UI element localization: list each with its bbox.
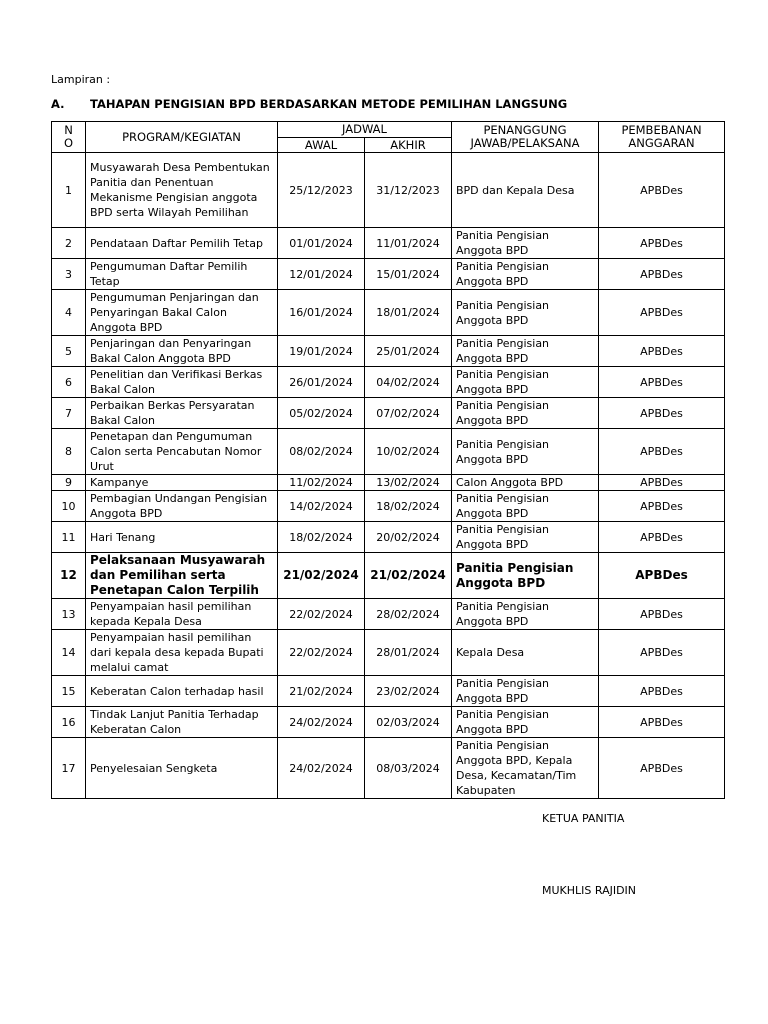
row-anggaran: APBDes [599,522,725,553]
row-no: 6 [52,367,86,398]
header-akhir: AKHIR [365,138,452,153]
schedule-table [51,121,725,799]
row-awal: 14/02/2024 [278,491,365,522]
row-awal: 11/02/2024 [278,475,365,491]
row-no: 10 [52,491,86,522]
row-penanggung: Panitia Pengisian Anggota BPD [452,259,599,290]
row-awal: 22/02/2024 [278,599,365,630]
row-penanggung: Panitia Pengisian Anggota BPD [452,553,599,599]
row-anggaran: APBDes [599,738,725,799]
row-awal: 24/02/2024 [278,738,365,799]
row-akhir: 08/03/2024 [365,738,452,799]
row-penanggung: Panitia Pengisian Anggota BPD, Kepala Desa, Kecamatan/Tim Kabupaten [452,738,599,799]
row-no: 12 [52,553,86,599]
row-akhir: 13/02/2024 [365,475,452,491]
row-awal: 16/01/2024 [278,290,365,336]
row-akhir: 02/03/2024 [365,707,452,738]
row-awal: 08/02/2024 [278,429,365,475]
row-program: Penyampaian hasil pemilihan kepada Kepala Desa [86,599,278,630]
table-row [52,475,725,491]
row-program: Penyampaian hasil pemilihan dari kepala desa kepada Bupati melalui camat [86,630,278,676]
row-akhir: 21/02/2024 [365,553,452,599]
row-program: Penelitian dan Verifikasi Berkas Bakal Calon [86,367,278,398]
row-akhir: 18/02/2024 [365,491,452,522]
table-row [52,522,725,553]
header-pembebanan: PEMBEBANAN ANGGARAN [599,122,725,153]
row-no: 4 [52,290,86,336]
row-anggaran: APBDes [599,707,725,738]
row-program: Keberatan Calon terhadap hasil [86,676,278,707]
table-row [52,630,725,676]
row-penanggung: Panitia Pengisian Anggota BPD [452,676,599,707]
table-row [52,553,725,599]
row-program: Penjaringan dan Penyaringan Bakal Calon Anggota BPD [86,336,278,367]
row-program: Pengumuman Penjaringan dan Penyaringan Bakal Calon Anggota BPD [86,290,278,336]
row-anggaran: APBDes [599,676,725,707]
row-awal: 12/01/2024 [278,259,365,290]
row-program: Penyelesaian Sengketa [86,738,278,799]
header-penanggung: PENANGGUNG JAWAB/PELAKSANA [452,122,599,153]
row-penanggung: Panitia Pengisian Anggota BPD [452,228,599,259]
row-akhir: 25/01/2024 [365,336,452,367]
table-row [52,429,725,475]
table-body [52,153,725,799]
row-penanggung: Panitia Pengisian Anggota BPD [452,290,599,336]
table-row [52,228,725,259]
row-anggaran: APBDes [599,290,725,336]
row-akhir: 23/02/2024 [365,676,452,707]
section-title: TAHAPAN PENGISIAN BPD BERDASARKAN METODE PEMILIHAN LANGSUNG [90,97,568,111]
row-akhir: 28/02/2024 [365,599,452,630]
row-anggaran: APBDes [599,599,725,630]
row-penanggung: BPD dan Kepala Desa [452,153,599,228]
row-no: 2 [52,228,86,259]
row-program: Pelaksanaan Musyawarah dan Pemilihan serta Penetapan Calon Terpilih [86,553,278,599]
row-program: Kampanye [86,475,278,491]
row-anggaran: APBDes [599,491,725,522]
row-penanggung: Panitia Pengisian Anggota BPD [452,336,599,367]
header-program: PROGRAM/KEGIATAN [86,122,278,153]
table-row [52,491,725,522]
row-program: Penetapan dan Pengumuman Calon serta Pencabutan Nomor Urut [86,429,278,475]
row-penanggung: Kepala Desa [452,630,599,676]
table-row [52,738,725,799]
row-no: 1 [52,153,86,228]
row-penanggung: Panitia Pengisian Anggota BPD [452,491,599,522]
row-no: 15 [52,676,86,707]
table-row [52,290,725,336]
table-row [52,153,725,228]
row-awal: 05/02/2024 [278,398,365,429]
row-no: 16 [52,707,86,738]
row-awal: 24/02/2024 [278,707,365,738]
header-no: N O [52,122,86,153]
row-anggaran: APBDes [599,367,725,398]
row-no: 3 [52,259,86,290]
row-anggaran: APBDes [599,475,725,491]
row-anggaran: APBDes [599,336,725,367]
row-awal: 25/12/2023 [278,153,365,228]
row-anggaran: APBDes [599,429,725,475]
row-no: 14 [52,630,86,676]
row-awal: 26/01/2024 [278,367,365,398]
row-program: Tindak Lanjut Panitia Terhadap Keberatan Calon [86,707,278,738]
row-awal: 19/01/2024 [278,336,365,367]
row-no: 11 [52,522,86,553]
row-akhir: 18/01/2024 [365,290,452,336]
table-row [52,398,725,429]
row-akhir: 31/12/2023 [365,153,452,228]
table-row [52,599,725,630]
header-awal: AWAL [278,138,365,153]
table-row [52,259,725,290]
section-number: A. [51,97,65,111]
row-anggaran: APBDes [599,553,725,599]
row-penanggung: Calon Anggota BPD [452,475,599,491]
table-row [52,367,725,398]
row-penanggung: Panitia Pengisian Anggota BPD [452,707,599,738]
header-jadwal: JADWAL [278,122,452,138]
signature-name: MUKHLIS RAJIDIN [542,884,637,897]
row-penanggung: Panitia Pengisian Anggota BPD [452,367,599,398]
row-awal: 18/02/2024 [278,522,365,553]
row-awal: 01/01/2024 [278,228,365,259]
row-anggaran: APBDes [599,259,725,290]
row-akhir: 04/02/2024 [365,367,452,398]
row-no: 17 [52,738,86,799]
row-program: Pendataan Daftar Pemilih Tetap [86,228,278,259]
row-no: 9 [52,475,86,491]
row-akhir: 15/01/2024 [365,259,452,290]
row-anggaran: APBDes [599,228,725,259]
row-akhir: 07/02/2024 [365,398,452,429]
row-program: Musyawarah Desa Pembentukan Panitia dan Penentuan Mekanisme Pengisian anggota BPD serta Wilayah Pemilihan [86,153,278,228]
row-no: 5 [52,336,86,367]
row-anggaran: APBDes [599,630,725,676]
row-no: 8 [52,429,86,475]
row-akhir: 10/02/2024 [365,429,452,475]
row-anggaran: APBDes [599,398,725,429]
table-row [52,336,725,367]
row-akhir: 20/02/2024 [365,522,452,553]
row-awal: 21/02/2024 [278,553,365,599]
row-penanggung: Panitia Pengisian Anggota BPD [452,599,599,630]
row-no: 13 [52,599,86,630]
row-awal: 21/02/2024 [278,676,365,707]
table-row [52,676,725,707]
row-program: Perbaikan Berkas Persyaratan Bakal Calon [86,398,278,429]
row-akhir: 28/01/2024 [365,630,452,676]
row-penanggung: Panitia Pengisian Anggota BPD [452,522,599,553]
row-program: Pengumuman Daftar Pemilih Tetap [86,259,278,290]
section-heading [51,97,567,111]
row-penanggung: Panitia Pengisian Anggota BPD [452,429,599,475]
row-program: Hari Tenang [86,522,278,553]
row-awal: 22/02/2024 [278,630,365,676]
row-akhir: 11/01/2024 [365,228,452,259]
lampiran-label: Lampiran : [51,73,111,86]
row-program: Pembagian Undangan Pengisian Anggota BPD [86,491,278,522]
row-no: 7 [52,398,86,429]
row-penanggung: Panitia Pengisian Anggota BPD [452,398,599,429]
table-row [52,707,725,738]
signature-role: KETUA PANITIA [542,812,625,825]
row-anggaran: APBDes [599,153,725,228]
